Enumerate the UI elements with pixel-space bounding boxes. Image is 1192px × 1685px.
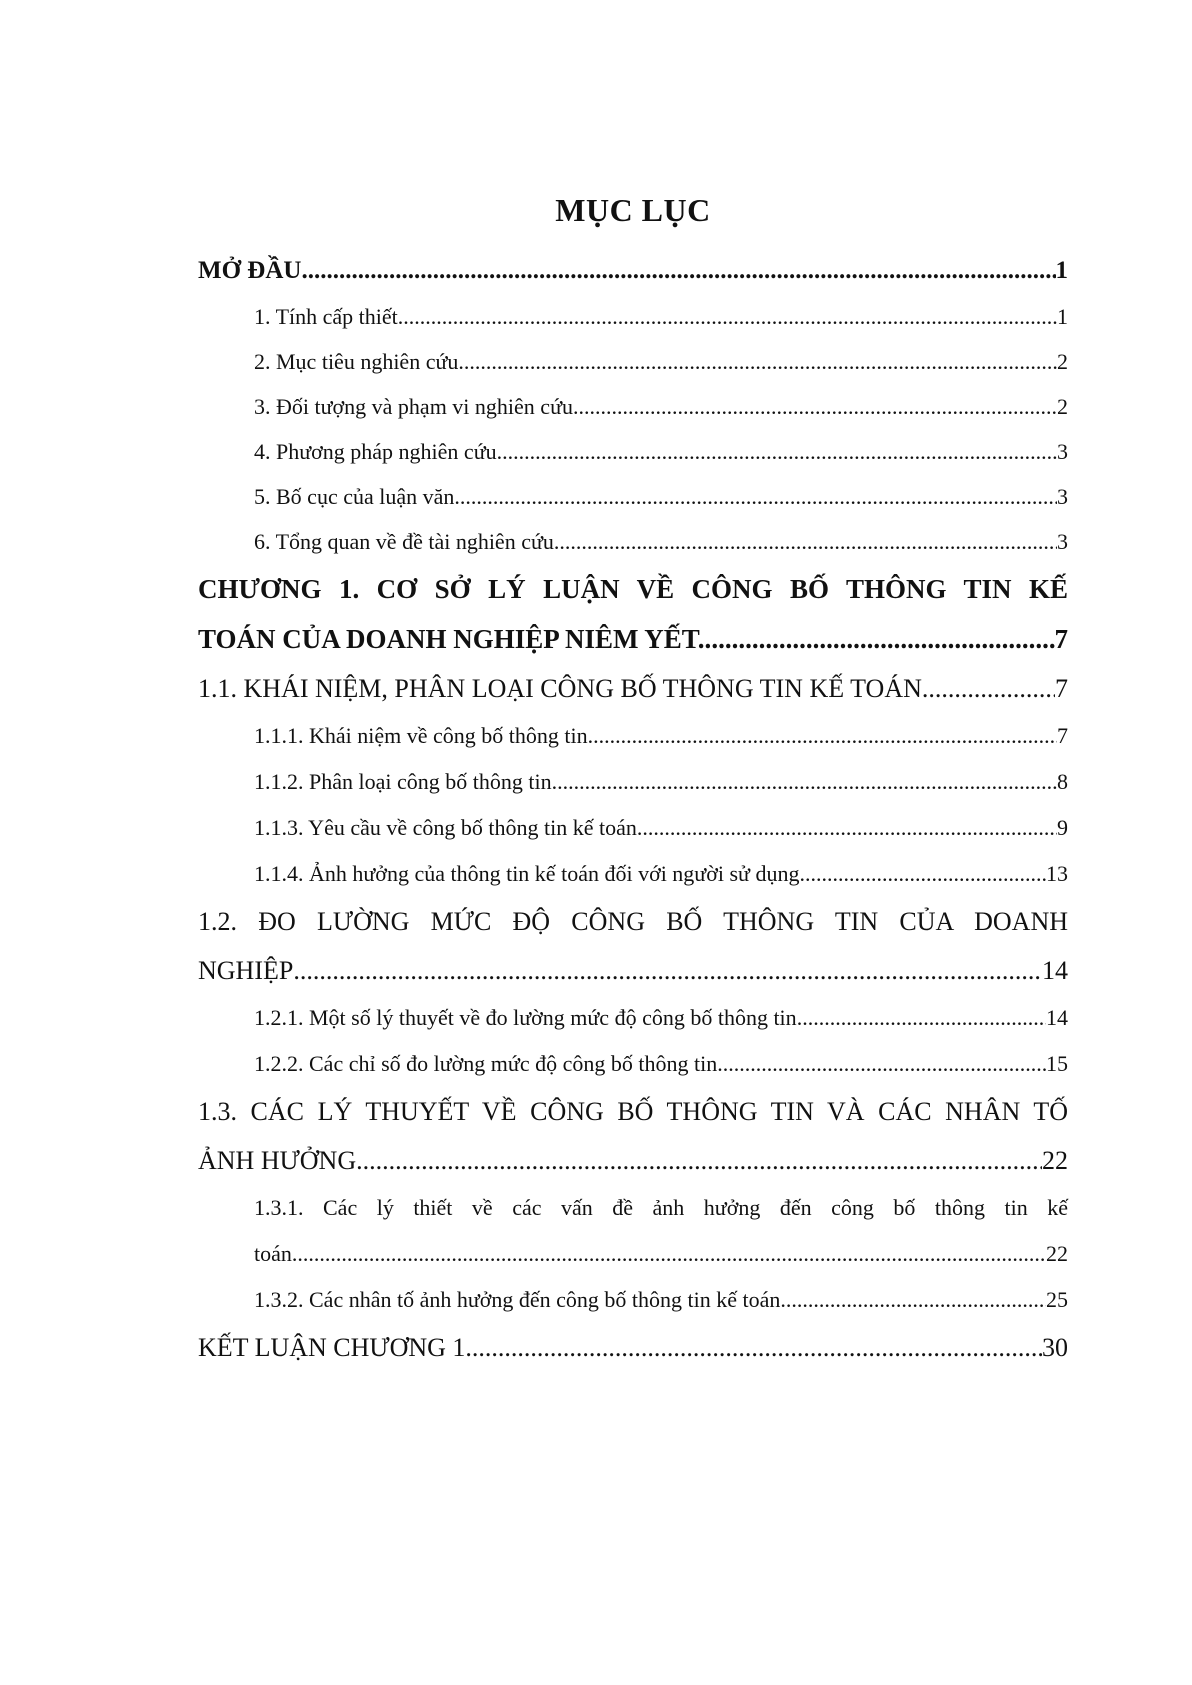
toc-entry-label: 1.1. KHÁI NIỆM, PHÂN LOẠI CÔNG BỐ THÔNG TIN KẾ TOÁN [198, 674, 922, 703]
toc-page [198, 190, 1068, 1372]
toc-entry-label: 1.1.4. Ảnh hưởng của thông tin kế toán đối với người sử dụng [254, 861, 800, 886]
dot-leader [588, 713, 1057, 759]
toc-entry-label-line2: NGHIỆP [198, 956, 294, 985]
dot-leader [717, 1041, 1046, 1087]
toc-title: MỤC LỤC [555, 192, 711, 228]
dot-leader [454, 474, 1057, 519]
toc-page-number: 2 [1057, 394, 1068, 419]
toc-entry-bo-cuc[interactable] [198, 474, 1068, 519]
toc-entry-1-2-1[interactable] [198, 995, 1068, 1041]
toc-entry-tong-quan[interactable] [198, 519, 1068, 564]
dot-leader [398, 294, 1057, 339]
toc-entry-tinh-cap-thiet[interactable] [198, 294, 1068, 339]
toc-entry-label: 1.1.1. Khái niệm về công bố thông tin [254, 723, 588, 748]
dot-leader [799, 851, 1046, 897]
dot-leader [292, 1231, 1046, 1277]
toc-entry-label-line1: CHƯƠNG 1. CƠ SỞ LÝ LUẬN VỀ CÔNG BỐ THÔNG TIN KẾ [198, 574, 1068, 604]
dot-leader [797, 995, 1046, 1041]
toc-entry-label: 1.2.2. Các chỉ số đo lường mức độ công bố thông tin [254, 1051, 718, 1076]
toc-entry-label: 1. Tính cấp thiết [254, 304, 398, 329]
dot-leader [780, 1277, 1046, 1323]
toc-entry-1-1-4[interactable] [198, 851, 1068, 897]
toc-entry-1-2[interactable] [198, 897, 1068, 995]
toc-page-number: 3 [1057, 484, 1068, 509]
toc-page-number: 13 [1046, 861, 1068, 886]
toc-entry-1-1-2[interactable] [198, 759, 1068, 805]
toc-page-number: 2 [1057, 349, 1068, 374]
toc-entry-label: 2. Mục tiêu nghiên cứu [254, 349, 459, 374]
toc-entry-1-1[interactable] [198, 664, 1068, 713]
dot-leader [293, 946, 1042, 995]
toc-entry-label: 5. Bố cục của luận văn [254, 484, 455, 509]
toc-entry-ket-luan-chuong-1[interactable] [198, 1323, 1068, 1372]
toc-page-number: 15 [1046, 1051, 1068, 1076]
toc-entry-label: 1.1.3. Yêu cầu về công bố thông tin kế toán [254, 815, 637, 840]
toc-page-number: 14 [1046, 1005, 1068, 1030]
dot-leader [573, 384, 1057, 429]
toc-entry-label-line2: toán [254, 1241, 292, 1266]
toc-page-number: 1 [1055, 257, 1068, 284]
toc-page-number: 14 [1042, 956, 1068, 985]
toc-entry-label-line1: 1.2. ĐO LƯỜNG MỨC ĐỘ CÔNG BỐ THÔNG TIN CỦA DOANH [198, 907, 1068, 936]
toc-page-number: 8 [1057, 769, 1068, 794]
toc-page-number: 3 [1057, 529, 1068, 554]
dot-leader [458, 339, 1057, 384]
toc-entry-1-1-3[interactable] [198, 805, 1068, 851]
toc-page-number: 7 [1055, 674, 1068, 703]
toc-entry-muc-tieu[interactable] [198, 339, 1068, 384]
toc-page-number: 22 [1046, 1241, 1068, 1266]
dot-leader [497, 429, 1057, 474]
toc-entry-chuong-1[interactable] [198, 564, 1068, 664]
toc-page-number: 30 [1042, 1333, 1068, 1362]
toc-page-number: 7 [1057, 723, 1068, 748]
toc-entry-1-1-1[interactable] [198, 713, 1068, 759]
toc-entry-doi-tuong[interactable] [198, 384, 1068, 429]
dot-leader [711, 614, 1054, 664]
toc-page-number: 9 [1057, 815, 1068, 840]
dot-leader [552, 759, 1057, 805]
toc-page-number: 1 [1057, 304, 1068, 329]
toc-entry-label-line2: TOÁN CỦA DOANH NGHIỆP NIÊM YẾT.. [198, 624, 712, 654]
toc-list [198, 248, 1068, 1372]
toc-page-number: 25 [1046, 1287, 1068, 1312]
dot-leader [301, 248, 1055, 294]
toc-entry-label: 1.2.1. Một số lý thuyết về đo lường mức độ công bố thông tin [254, 1005, 797, 1030]
toc-entry-1-3-2[interactable] [198, 1277, 1068, 1323]
dot-leader [554, 519, 1057, 564]
dot-leader [465, 1323, 1042, 1372]
toc-entry-label: MỞ ĐẦU [198, 257, 302, 284]
toc-entry-label: KẾT LUẬN CHƯƠNG 1 [198, 1333, 466, 1362]
toc-entry-label: 6. Tổng quan về đề tài nghiên cứu [254, 529, 554, 554]
toc-entry-1-3[interactable] [198, 1087, 1068, 1185]
toc-entry-label: 3. Đối tượng và phạm vi nghiên cứu [254, 394, 573, 419]
toc-entry-label-line1: 1.3. CÁC LÝ THUYẾT VỀ CÔNG BỐ THÔNG TIN VÀ CÁC NHÂN TỐ [198, 1097, 1068, 1126]
toc-entry-label: 1.1.2. Phân loại công bố thông tin [254, 769, 552, 794]
toc-entry-mo-dau[interactable] [198, 248, 1068, 294]
toc-page-number: 3 [1057, 439, 1068, 464]
toc-entry-label: 4. Phương pháp nghiên cứu [254, 439, 497, 464]
dot-leader [356, 1136, 1042, 1185]
dot-leader [637, 805, 1057, 851]
toc-page-number: 22 [1042, 1146, 1068, 1175]
toc-entry-label-line1: 1.3.1. Các lý thiết về các vấn đề ảnh hưởng đến công bố thông tin kế [254, 1195, 1068, 1220]
toc-page-number: 7 [1054, 624, 1068, 654]
toc-entry-1-3-1[interactable] [198, 1185, 1068, 1277]
toc-entry-label: 1.3.2. Các nhân tố ảnh hưởng đến công bố thông tin kế toán [254, 1287, 781, 1312]
toc-entry-phuong-phap[interactable] [198, 429, 1068, 474]
toc-entry-1-2-2[interactable] [198, 1041, 1068, 1087]
toc-entry-label-line2: ẢNH HƯỞNG [198, 1146, 357, 1175]
dot-leader [922, 664, 1055, 713]
